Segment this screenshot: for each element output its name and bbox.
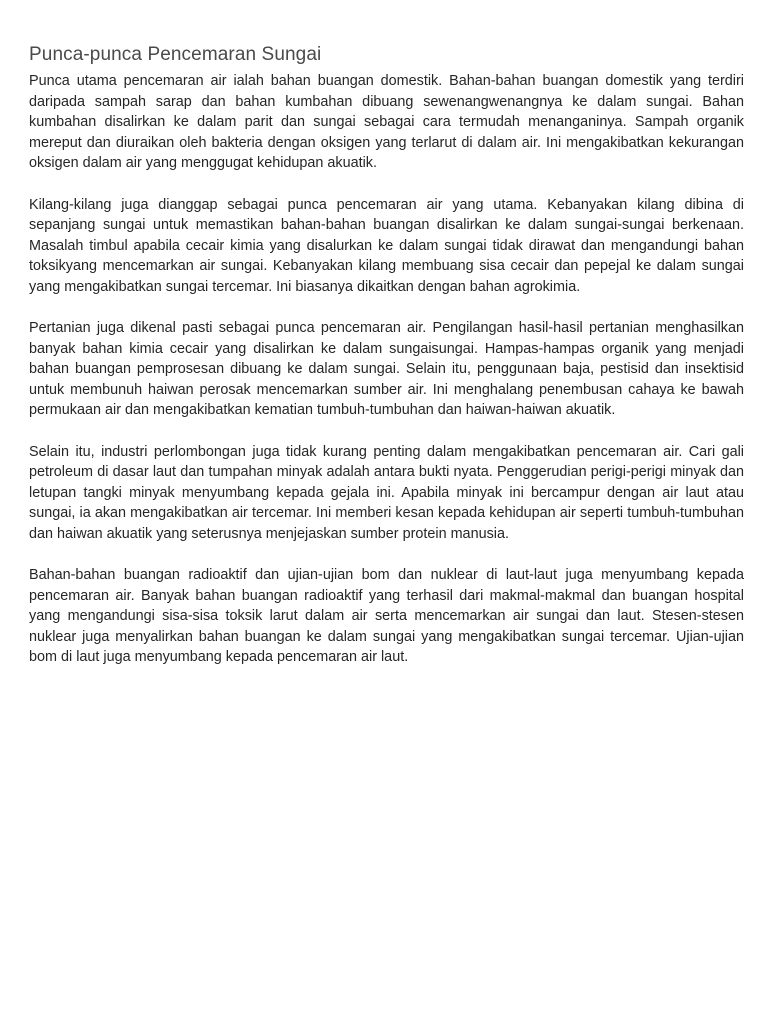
paragraph-agriculture: Pertanian juga dikenal pasti sebagai punca pencemaran air. Pengilangan hasil-hasil pertanian menghasilkan banyak bahan kimia cecair yang disalirkan ke dalam sungaisungai. Hampas-hampas organik yang menjadi bahan buangan pemprosesan dibuang ke dalam sungai. Selain itu, penggunaan baja, pestisid dan insektisid untuk membunuh haiwan perosak mencemarkan sumber air. Ini menghalang penembusan cahaya ke bawah permukaan air dan mengakibatkan kematian tumbuh-tumbuhan dan haiwan-haiwan akuatik.: [29, 320, 744, 418]
paragraph-mining: Selain itu, industri perlombongan juga tidak kurang penting dalam mengakibatkan pencemaran air. Cari gali petroleum di dasar laut dan tumpahan minyak adalah antara bukti nyata. Penggerudian perigi-perigi minyak dan letupan tangki minyak menyumbang kepada gejala ini. Apabila minyak ini bercampur dengan air laut atau sungai, ia akan mengakibatkan air tercemar. Ini memberi kesan kepada kehidupan air seperti tumbuh-tumbuhan dan haiwan akuatik yang seterusnya menjejaskan sumber protein manusia.: [29, 443, 744, 542]
paragraph-radioactive-waste: Bahan-bahan buangan radioaktif dan ujian-ujian bom dan nuklear di laut-laut juga menyumbang kepada pencemaran air. Banyak bahan buangan radioaktif yang terhasil dari makmal-makmal dan buangan hospital yang mengandungi sisa-sisa toksik larut dalam air serta mencemarkan air sungai dan laut. Stesen-stesen nuklear juga menyalirkan bahan buangan ke dalam sungai yang mengakibatkan sungai tercemar. Ujian-ujian bom di laut juga menyumbang kepada pencemaran air laut.: [29, 567, 744, 665]
paragraph-domestic-waste: Punca utama pencemaran air ialah bahan buangan domestik. Bahan-bahan buangan domestik yang terdiri daripada sampah sarap dan bahan kumbahan dibuang sewenangwenangnya ke dalam sungai. Bahan kumbahan disalirkan ke dalam parit dan sungai sebagai cara termudah menanganinya. Sampah organik mereput dan diuraikan oleh bakteria dengan oksigen yang terlarut di dalam air. Ini mengakibatkan kekurangan oksigen dalam air yang menggugat kehidupan akuatik.: [29, 73, 744, 171]
document-title: Punca-punca Pencemaran Sungai: [29, 44, 322, 65]
paragraph-factories: Kilang-kilang juga dianggap sebagai punca pencemaran air yang utama. Kebanyakan kilang dibina di sepanjang sungai untuk memastikan bahan-bahan buangan disalirkan ke dalam sungai-sungai berkenaan. Masalah timbul apabila cecair kimia yang disalurkan ke dalam sungai tidak dirawat dan mengandungi bahan toksikyang mencemarkan air sungai. Kebanyakan kilang membuang sisa cecair dan pepejal ke dalam sungai yang mengakibatkan sungai tercemar. Ini biasanya dikaitkan dengan bahan agrokimia.: [29, 196, 744, 295]
